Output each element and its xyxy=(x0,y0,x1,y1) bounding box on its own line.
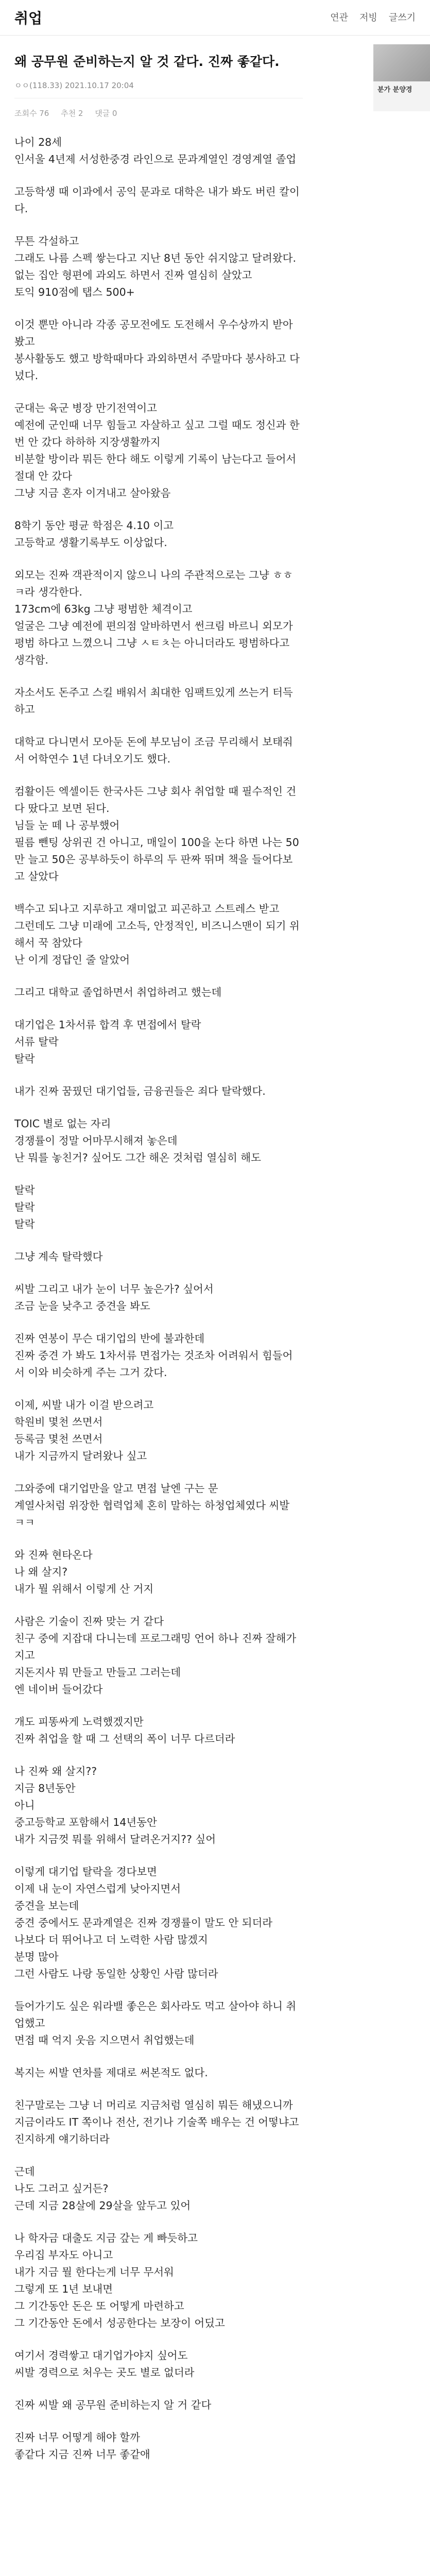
post-title: 왜 공무원 준비하는지 알 것 같다. 진짜 좋같다. xyxy=(14,54,280,69)
body-paragraph: 복지는 씨발 연차를 제대로 써본적도 없다. xyxy=(14,2066,208,2079)
post-meta xyxy=(14,108,303,118)
body-paragraph: 이제, 씨발 내가 이걸 받으려고 학원비 몇천 쓰면서 등록금 몇천 쓰면서 내가 지금까지 달려왔나 싶고 xyxy=(14,1399,154,1462)
post-body xyxy=(14,134,302,2479)
body-paragraph: 나 진짜 왜 살지?? 지금 8년동안 아니 중고등학교 포함해서 14년동안 내가 지금껏 뭐를 위해서 달려온거지?? 싶어 xyxy=(14,1765,216,1845)
body-paragraph: 고등학생 때 이과에서 공익 문과로 대학은 내가 봐도 버린 칼이다. xyxy=(14,185,300,215)
body-paragraph: 탈락 탈락 탈락 xyxy=(14,1184,35,1230)
view-count: 조회수 76 xyxy=(14,109,49,118)
body-paragraph: 와 진짜 현타온다 나 왜 살지? 내가 뭘 위해서 이렇게 산 거지 xyxy=(14,1549,154,1595)
board-title[interactable]: 취업 xyxy=(14,10,43,27)
related-link[interactable]: 연관 xyxy=(330,12,349,23)
body-paragraph: 무튼 각설하고 그래도 나름 스펙 쌓는다고 지난 8년 동안 쉬지않고 달려왔다. 없는 집안 형편에 과외도 하면서 진짜 열심히 살았고 토익 910점에 탭스 500+ xyxy=(14,235,296,298)
body-paragraph: 내가 진짜 꿈꿨던 대기업들, 금융권들은 죄다 탈락했다. xyxy=(14,1085,266,1097)
write-post-link[interactable]: 글쓰기 xyxy=(388,12,416,23)
body-paragraph: 진짜 씨발 왜 공무원 준비하는지 알 거 같다 xyxy=(14,2399,212,2411)
body-paragraph: 들어가기도 싶은 워라밸 좋은은 회사라도 먹고 살아야 하니 취업했고 면접 때 억지 웃음 지으면서 취업했는데 xyxy=(14,2000,297,2046)
body-paragraph: 사람은 기술이 진짜 맞는 거 같다 친구 중에 지잡대 다니는데 프로그래밍 언어 하나 진짜 잘해가지고 지돈지사 뭐 만들고 만들고 그러는데 엔 네이버 들어갔다 xyxy=(14,1615,297,1696)
body-paragraph: 그와중에 대기업만을 알고 면접 날엔 구는 문 계열사처럼 위장한 협력업체 혼히 말하는 하청업체였다 씨발 ㅋㅋ xyxy=(14,1482,290,1529)
body-paragraph: 이것 뿐만 아니라 각종 공모전에도 도전해서 우수상까지 받아봤고 봉사활동도 했고 방학때마다 과외하면서 주말마다 봉사하고 다녔다. xyxy=(14,318,300,382)
body-paragraph: TOIC 별로 없는 자리 경쟁률이 정말 어마무시해져 놓은데 난 뭐를 놓친거? 싶어도 그간 해온 것처럼 열심히 해도 xyxy=(14,1117,261,1164)
body-paragraph: 개도 피똥싸게 노력했겠지만 진짜 취업을 할 때 그 선택의 폭이 너무 다르더라 xyxy=(14,1716,235,1745)
body-paragraph: 외모는 진짜 객관적이지 않으니 나의 주관적으로는 그냥 ㅎㅎㅋ라 생각한다. 173cm에 63kg 그냥 평범한 체격이고 얼굴은 그냥 예전에 편의점 알바하면서 썬크림 바르니 외모가 평범 하다고 느꼈으니 그냥 ㅅㅌㅊ는 아니더라도 평범하다고 생각함. xyxy=(14,569,293,666)
body-paragraph: 친구말로는 그냥 너 머리로 지금처럼 열심히 뭐든 해냈으니까 지금이라도 IT 쪽이나 전산, 전기나 기술쪽 배우는 건 어떻냐고 진지하게 얘기하더라 xyxy=(14,2099,299,2145)
body-paragraph: 여기서 경력쌓고 대기업가야지 싶어도 씨발 경력으로 처우는 곳도 별로 없더라 xyxy=(14,2349,195,2379)
recommend-count: 추천 2 xyxy=(61,109,83,118)
body-paragraph: 나 학자금 대출도 지금 갚는 게 빠듯하고 우리집 부자도 아니고 내가 지금 뭘 한다는게 너무 무서워 그렇게 또 1년 보내면 그 기간동안 돈은 또 어떻게 마련하고 그 기간동안 돈에서 성공한다는 보장이 어딨고 xyxy=(14,2232,225,2329)
body-paragraph: 진짜 너무 어떻게 해야 할까 좋같다 지금 진짜 너무 좋같애 xyxy=(14,2431,150,2461)
ad-image xyxy=(373,44,430,81)
body-paragraph: 이렇게 대기업 탈락을 경다보면 이제 내 눈이 자연스럽게 낮아지면서 중견을 보는데 중견 중에서도 문과계열은 진짜 경쟁률이 말도 안 되더라 나보다 더 뛰어나고 더 노력한 사람 많겠지 분명 많아 그런 사람도 나랑 동일한 상황인 사람 많더라 xyxy=(14,1866,273,1980)
body-paragraph: 8학기 동안 평균 학점은 4.10 이고 고등학교 생활기록부도 이상없다. xyxy=(14,519,174,549)
body-paragraph: 진짜 연봉이 무슨 대기업의 반에 불과한데 진짜 중견 가 봐도 1차서류 면접가는 것조차 어려워서 힘들어서 이와 비슷하게 주는 그거 갔다. xyxy=(14,1332,293,1379)
sidebar-ad[interactable] xyxy=(373,44,430,111)
body-paragraph: 자소서도 돈주고 스킬 배워서 최대한 임팩트있게 쓰는거 터득하고 xyxy=(14,686,293,716)
body-paragraph: 대기업은 1차서류 합격 후 면접에서 탈락 서류 탈락 탈락 xyxy=(14,1019,201,1065)
body-paragraph: 나이 28세 인서울 4년제 서성한중경 라인으로 문과계열인 경영계열 졸업 xyxy=(14,136,297,165)
body-paragraph: 대학교 다니면서 모아둔 돈에 부모님이 조금 무리해서 보태줘서 어학연수 1년 다녀오기도 했다. xyxy=(14,736,293,765)
post-author: ㅇㅇ(118.33) 2021.10.17 20:04 xyxy=(14,81,134,90)
body-paragraph: 그냥 계속 탈락했다 xyxy=(14,1250,103,1263)
comment-count: 댓글 0 xyxy=(95,109,117,118)
top-bar xyxy=(0,0,430,36)
ad-text: 분가 분양경 xyxy=(377,86,412,94)
body-paragraph: 군대는 육군 병장 만기전역이고 예전에 군인때 너무 힘들고 자살하고 싶고 그럴 때도 정신과 한번 안 갔다 하하하 지장생활까지 비분할 방이라 뭐든 한다 해도 이렇게 기록이 남는다고 들어서 절대 안 갔다 그냥 지금 혼자 이겨내고 살아왔음 xyxy=(14,402,300,499)
body-paragraph: 컴활이든 엑셀이든 한국사든 그냥 회사 취업할 때 필수적인 건 다 땄다고 보면 된다. 님들 눈 떼 나 공부했어 필름 뺀팅 상위권 건 아니고, 매일이 100을 논다 하면 나는 50만 늘고 50은 공부하듯이 하루의 두 판짜 뛰며 책을 들어다보고 살았다 xyxy=(14,785,299,883)
body-paragraph: 그리고 대학교 졸업하면서 취업하려고 했는데 xyxy=(14,986,222,998)
body-paragraph: 근데 나도 그러고 싶거든? 근데 지금 28살에 29살을 앞두고 있어 xyxy=(14,2165,191,2212)
body-paragraph: 씨발 그리고 내가 눈이 너무 높은가? 싶어서 조금 눈을 낮추고 중견을 봐도 xyxy=(14,1283,214,1312)
bookmark-link[interactable]: 저빙 xyxy=(359,12,377,23)
body-paragraph: 백수고 되나고 지루하고 재미없고 피곤하고 스트레스 받고 그런데도 그냥 미래에 고소득, 안정적인, 비즈니스맨이 되기 위해서 꾹 참았다 난 이게 정답인 줄 알았어 xyxy=(14,903,300,966)
top-links xyxy=(330,10,416,24)
